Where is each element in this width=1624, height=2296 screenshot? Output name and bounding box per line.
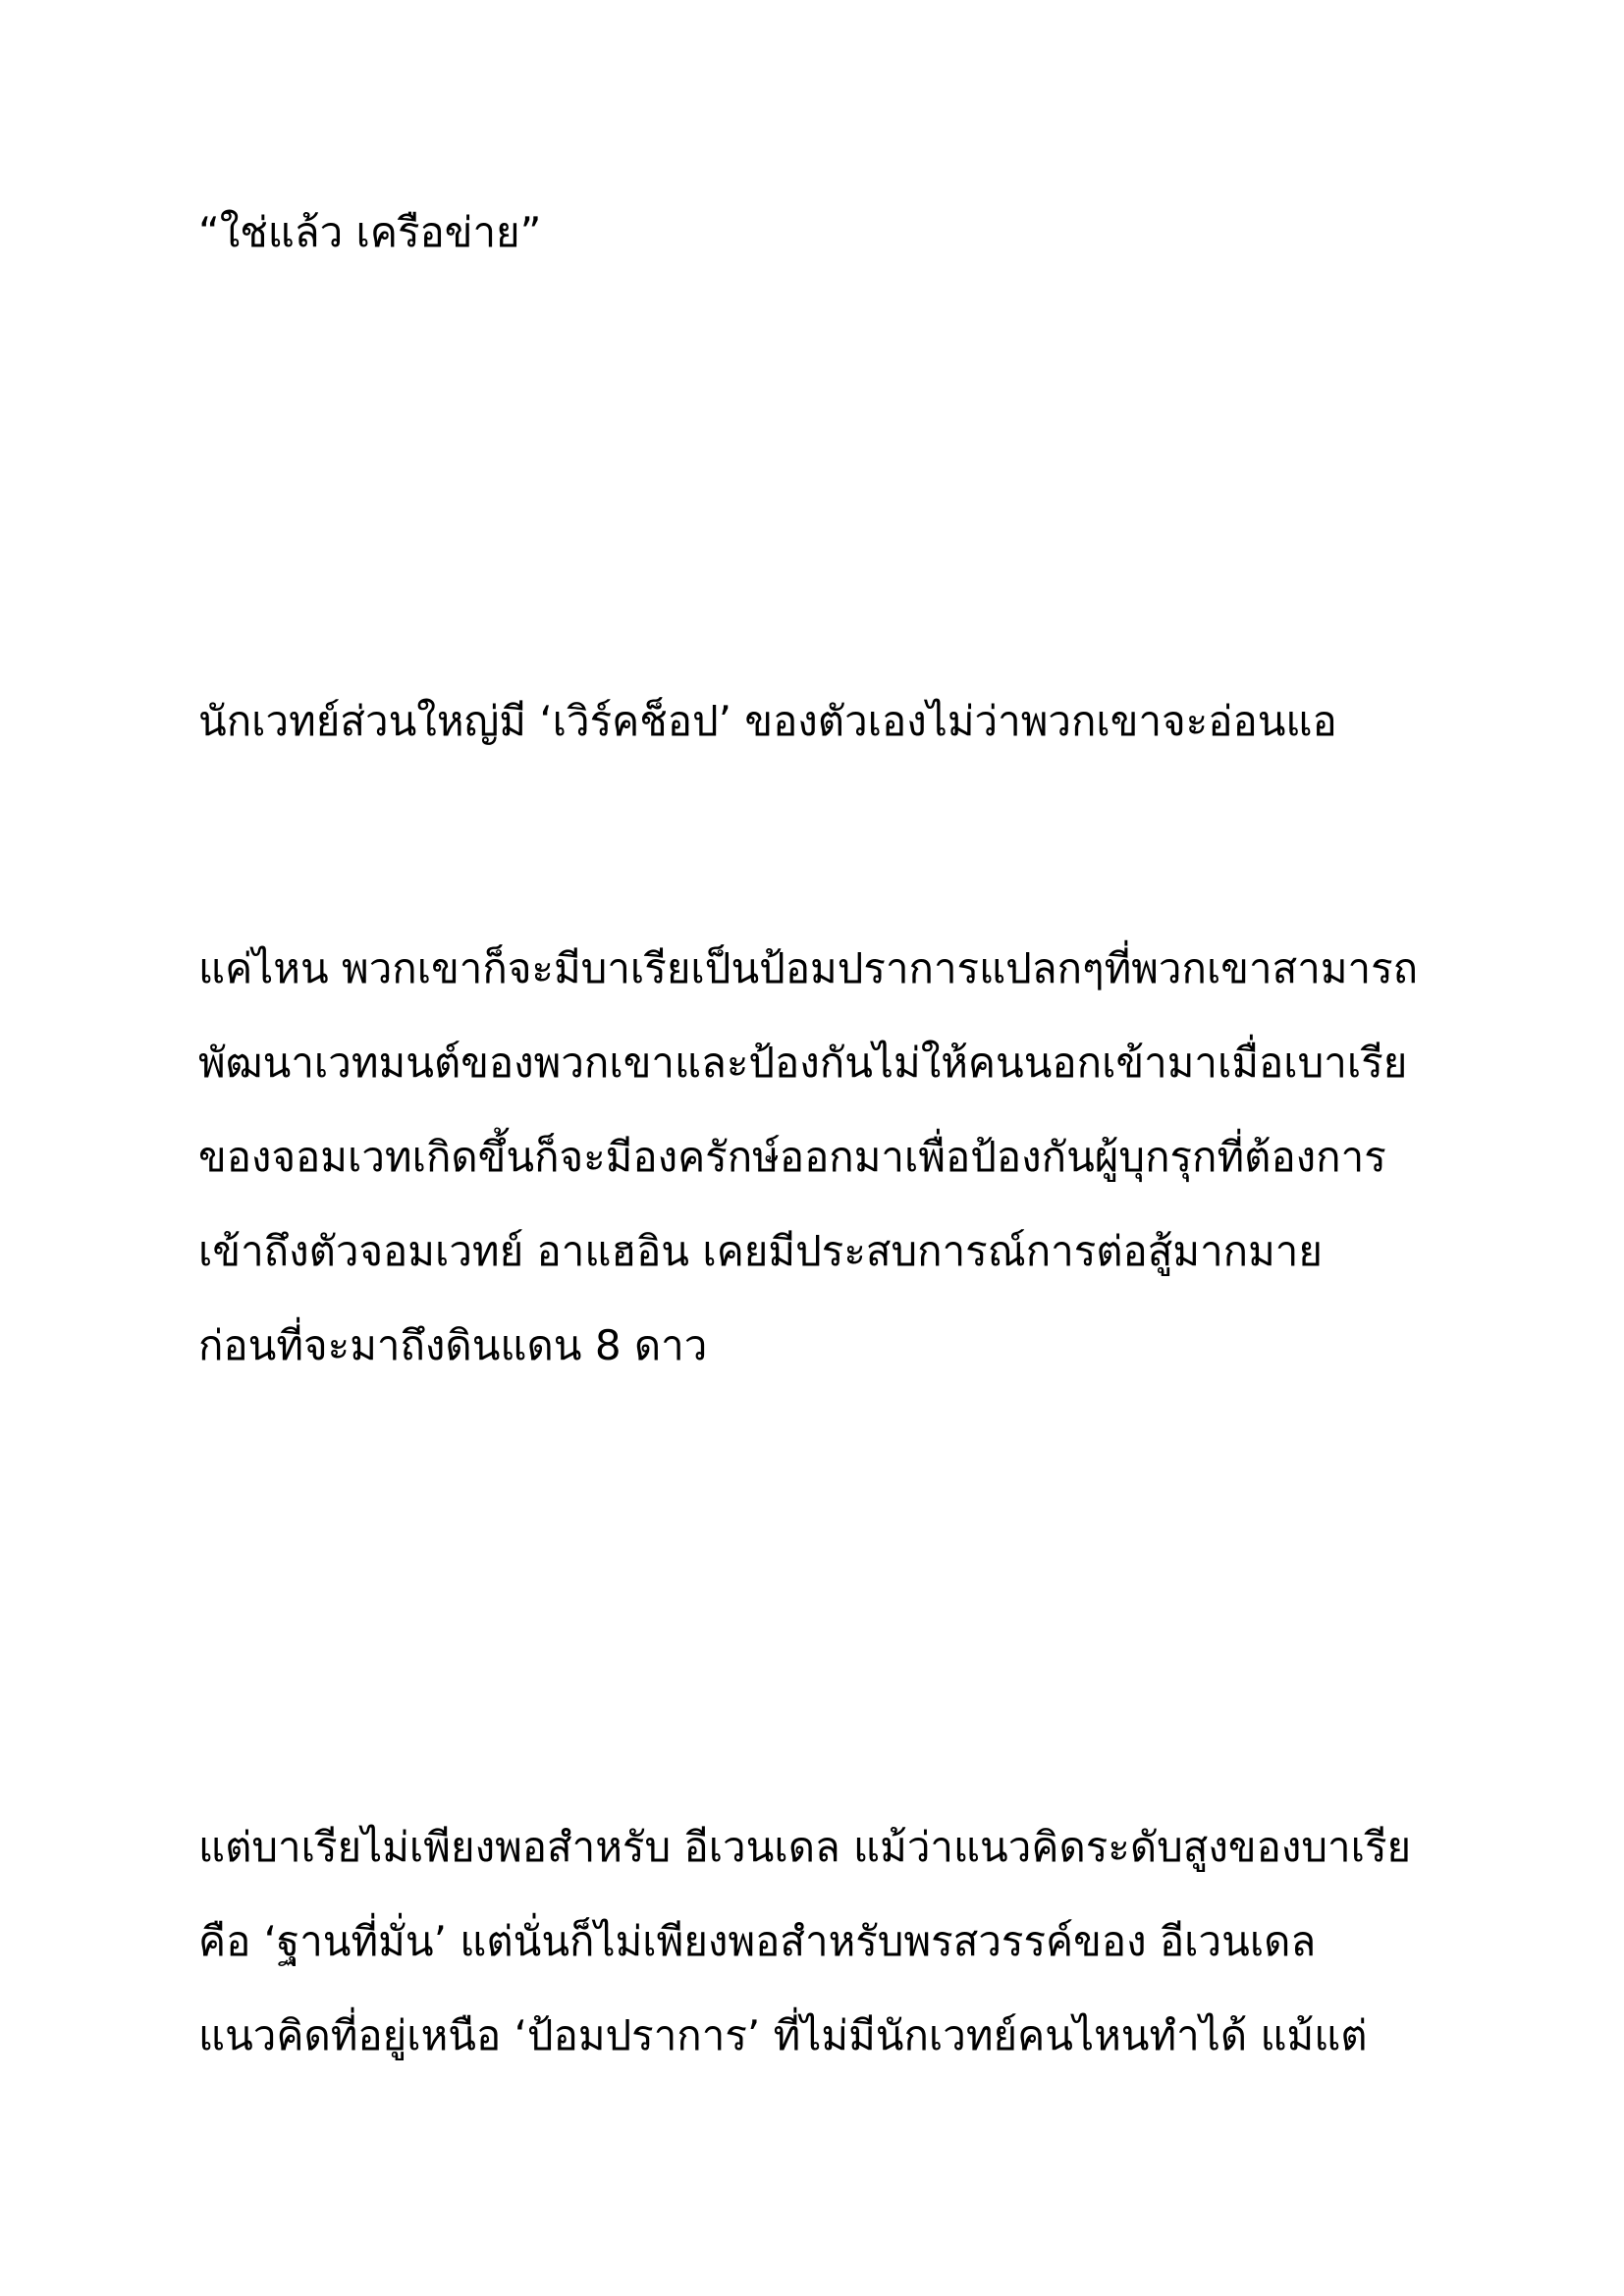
- text-line: แนวคิดที่อยู่เหนือ ‘ป้อมปราการ’ ที่ไม่มีนักเวทย์คนไหนทำได้ แม้แต่: [198, 2011, 1368, 2059]
- text-line: เข้าถึงตัวจอมเวทย์ อาแฮอิน เคยมีประสบการณ์การต่อสู้มากมาย: [198, 1227, 1323, 1275]
- text-line: นักเวทย์ส่วนใหญ่มี ‘เวิร์คช็อป’ ของตัวเองไม่ว่าพวกเขาจะอ่อนแอ: [198, 697, 1337, 745]
- text-line: ก่อนที่จะมาถึงดินแดน 8 ดาว: [198, 1321, 708, 1369]
- text-line: แค่ไหน พวกเขาก็จะมีบาเรียเป็นป้อมปราการแปลกๆที่พวกเขาสามารถ: [198, 944, 1419, 992]
- text-line: ของจอมเวทเกิดขึ้นก็จะมีองครักษ์ออกมาเพื่อป้องกันผู้บุกรุกที่ต้องการ: [198, 1133, 1386, 1181]
- text-line: พัฒนาเวทมนต์ของพวกเขาและป้องกันไม่ให้คนนอกเข้ามาเมื่อเบาเรีย: [198, 1039, 1408, 1087]
- text-line: “ใช่แล้ว เครือข่าย”: [198, 208, 542, 256]
- text-line: แต่บาเรียไม่เพียงพอสำหรับ อีเวนเดล แม้ว่าแนวคิดระดับสูงของบาเรีย: [198, 1823, 1412, 1871]
- text-line: คือ ‘ฐานที่มั่น’ แต่นั่นก็ไม่เพียงพอสำหรับพรสวรรค์ของ อีเวนเดล: [198, 1917, 1317, 1965]
